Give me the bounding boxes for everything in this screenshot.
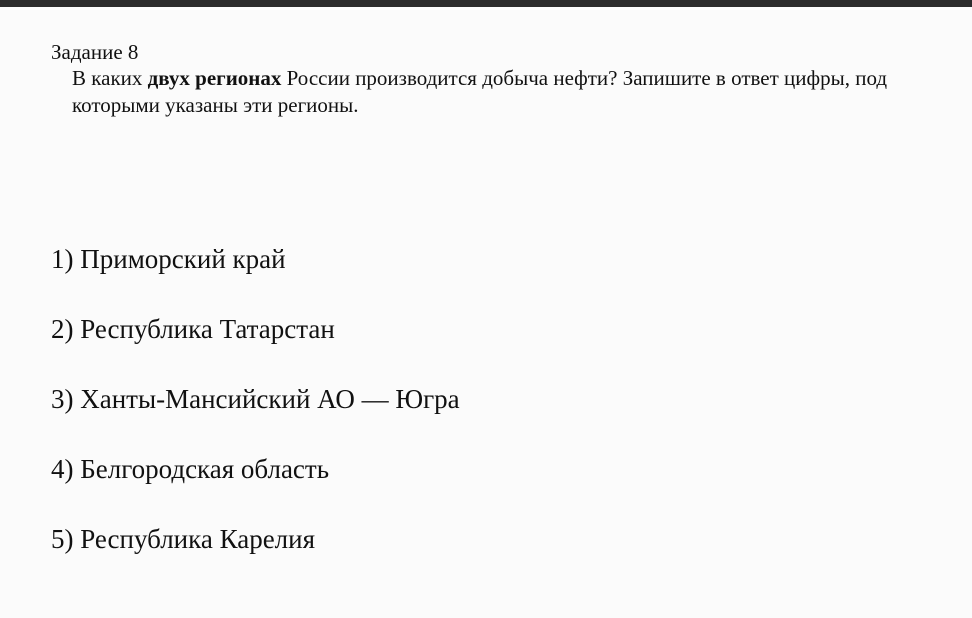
option-3: 3) Ханты-Мансийский АО — Югра — [51, 384, 460, 414]
question-line-1 — [72, 65, 972, 92]
task-title: Задание 8 — [51, 40, 139, 64]
option-2: 2) Республика Татарстан — [51, 314, 335, 344]
window-top-bar — [0, 0, 972, 7]
question-text — [72, 65, 972, 119]
answer-options-list — [51, 240, 460, 590]
option-1: 1) Приморский край — [51, 244, 286, 274]
option-4: 4) Белгородская область — [51, 454, 330, 484]
question-text-rest: России производится добыча нефти? Запишите в ответ цифры, под — [281, 66, 888, 90]
question-line-2: которыми указаны эти регионы. — [72, 93, 359, 117]
question-text-start: В каких — [72, 66, 148, 90]
option-5: 5) Республика Карелия — [51, 524, 316, 554]
question-emphasis: двух регионах — [147, 66, 282, 90]
